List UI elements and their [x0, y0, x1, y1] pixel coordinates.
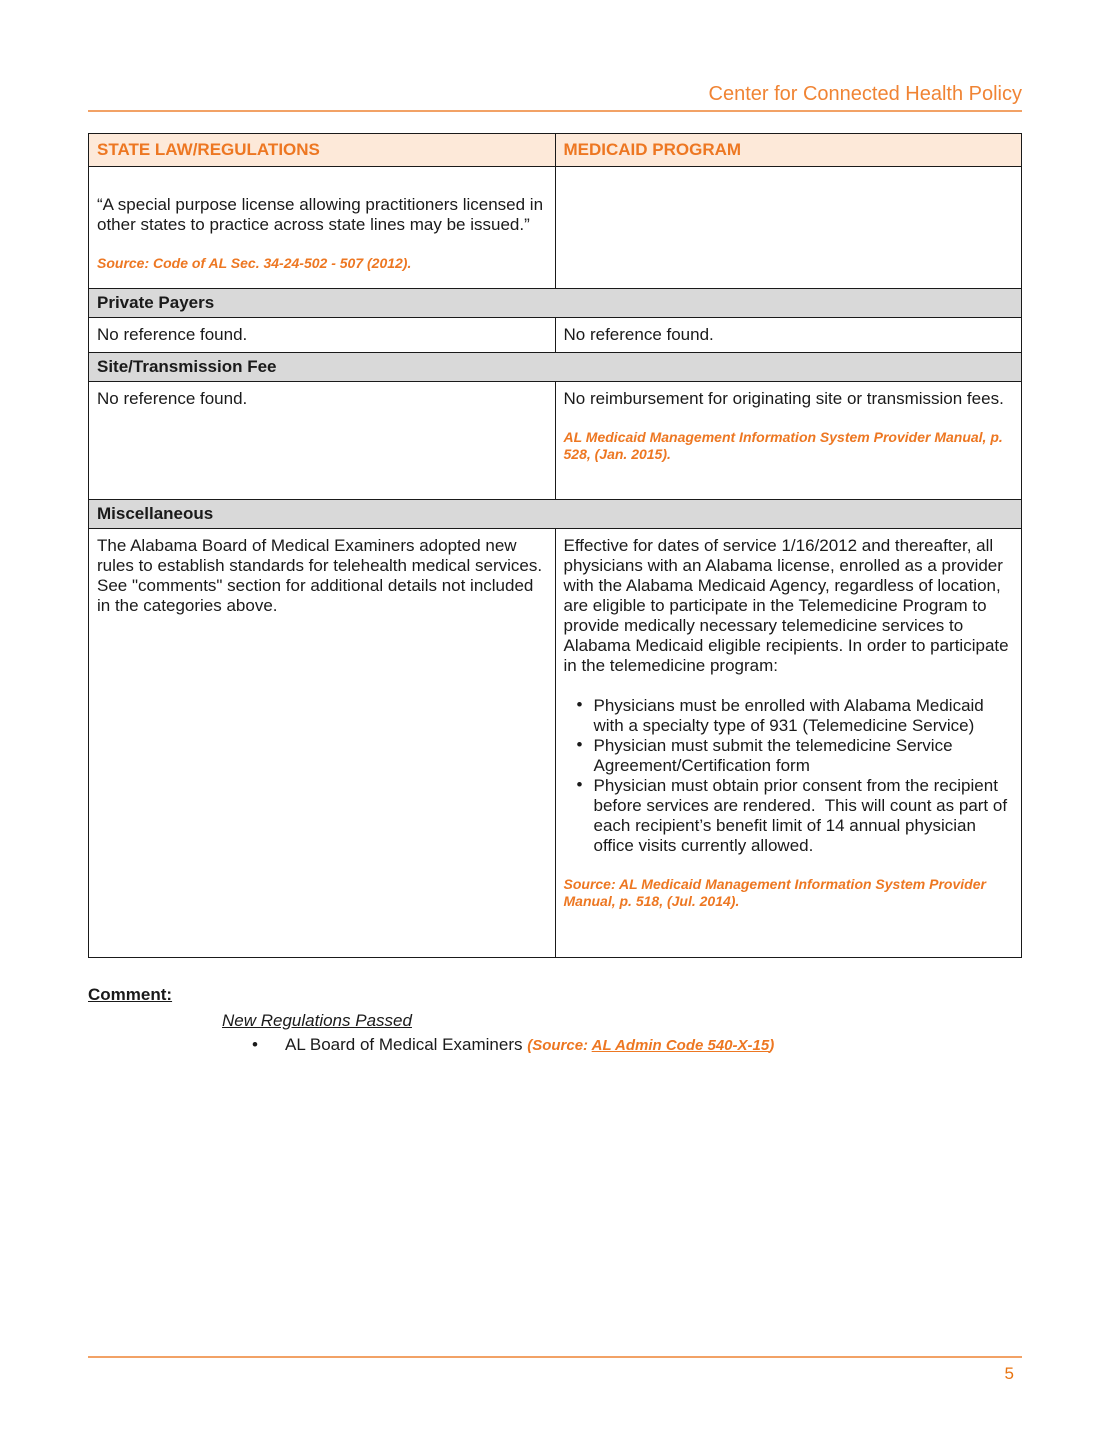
comment-subheading: New Regulations Passed	[222, 1011, 412, 1030]
table-row-site-fee	[89, 382, 1022, 500]
miscellaneous-medicaid-cell	[555, 529, 1022, 958]
section-row-miscellaneous	[89, 500, 1022, 529]
header-divider	[88, 110, 1022, 112]
comment-source-citation: (Source: AL Admin Code 540-X-15)	[527, 1037, 775, 1054]
site-fee-medicaid-cell: No reimbursement for originating site or transmission fees. AL Medicaid Management Information System Provider Manual, p. 528, (Jan. 2015).	[555, 382, 1022, 500]
private-payers-state-law-cell: No reference found.	[89, 318, 556, 353]
policy-table	[88, 133, 1022, 958]
licensure-quote-text: “A special purpose license allowing practitioners licensed in other states to practice across state lines may be issued.”	[97, 195, 548, 234]
table-header-row	[89, 134, 1022, 167]
column-header-state-law: STATE LAW/REGULATIONS	[89, 134, 556, 167]
section-label-private-payers: Private Payers	[89, 289, 1022, 318]
column-header-medicaid: MEDICAID PROGRAM	[555, 134, 1022, 167]
comment-section	[88, 984, 1022, 1056]
list-item: • Physician must submit the telemedicine Service Agreement/Certification form	[594, 736, 1014, 776]
table-row-miscellaneous	[89, 529, 1022, 958]
licensure-source-citation: Source: Code of AL Sec. 34-24-502 - 507 (2012).	[97, 255, 412, 271]
miscellaneous-state-law-cell: The Alabama Board of Medical Examiners adopted new rules to establish standards for telehealth medical services. See "comments" section for additional details not included in the categories above.	[89, 529, 556, 958]
comment-heading: Comment:	[88, 985, 173, 1004]
admin-code-link[interactable]: AL Admin Code 540-X-15	[591, 1037, 770, 1054]
list-item: • Physicians must be enrolled with Alabama Medicaid with a specialty type of 931 (Telemedicine Service)	[594, 696, 1014, 736]
section-label-site-fee: Site/Transmission Fee	[89, 353, 1022, 382]
table-row-licensure	[89, 167, 1022, 289]
licensure-medicaid-cell-empty	[555, 167, 1022, 289]
section-row-private-payers	[89, 289, 1022, 318]
miscellaneous-source-citation: Source: AL Medicaid Management Information System Provider Manual, p. 518, (Jul. 2014).	[563, 876, 990, 909]
list-item: • Physician must obtain prior consent from the recipient before services are rendered. This will count as part of each recipient’s benefit limit of 14 annual physician office visits currently allowed.	[594, 776, 1014, 856]
site-fee-state-law-cell: No reference found.	[89, 382, 556, 500]
section-row-site-fee	[89, 353, 1022, 382]
site-fee-source-citation: AL Medicaid Management Information System Provider Manual, p. 528, (Jan. 2015).	[563, 429, 1007, 462]
footer-divider	[88, 1356, 1022, 1358]
licensure-state-law-cell	[89, 167, 556, 289]
section-label-miscellaneous: Miscellaneous	[89, 500, 1022, 529]
comment-item-text: AL Board of Medical Examiners	[285, 1035, 528, 1054]
page-footer	[88, 1356, 1022, 1384]
table-row-private-payers	[89, 318, 1022, 353]
telemedicine-requirements-list	[564, 696, 1014, 856]
page-number: 5	[1004, 1364, 1014, 1383]
telemedicine-program-intro: Effective for dates of service 1/16/2012 and thereafter, all physicians with an Alabama license, enrolled as a provider with the Alabama Medicaid Agency, regardless of location, are eligible to participate in the Telemedicine Program to provide medically necessary telemedicine services to Alabama Medicaid eligible recipients. In order to participate in the telemedicine program:	[563, 536, 1014, 675]
private-payers-medicaid-cell: No reference found.	[555, 318, 1022, 353]
comment-list-item	[252, 1034, 1022, 1056]
page-title: Center for Connected Health Policy	[708, 83, 1022, 105]
